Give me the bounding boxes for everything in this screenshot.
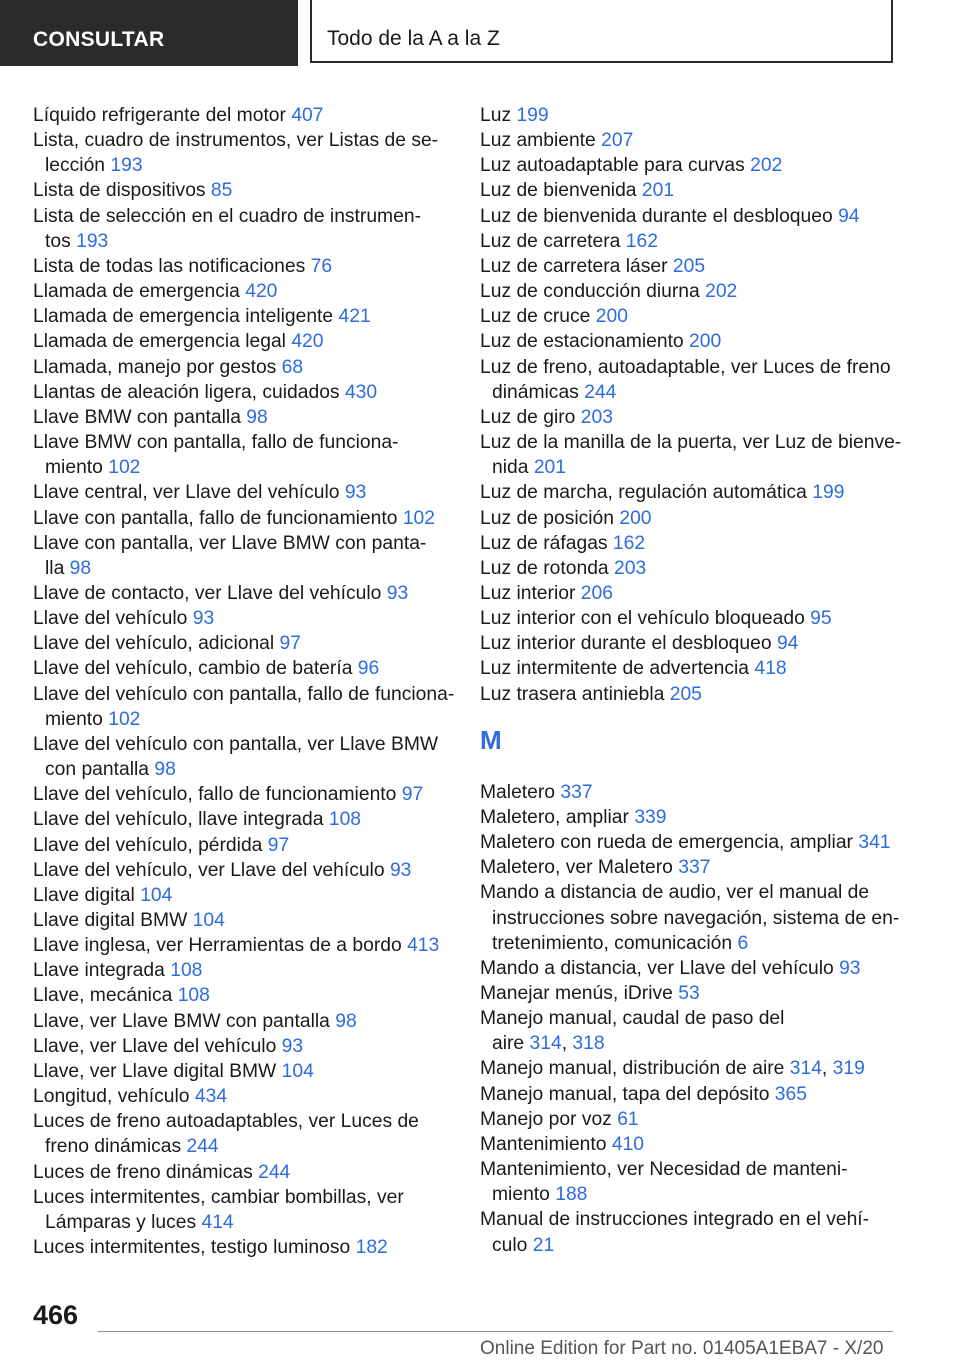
page-link[interactable]: 104 <box>192 910 225 931</box>
index-entry <box>33 128 453 178</box>
entry-term-continuation: freno dinámicas <box>45 1136 182 1158</box>
index-column-left <box>33 103 453 1260</box>
entry-term: Manejar menús, iDrive <box>480 983 673 1004</box>
index-entry <box>33 732 453 782</box>
index-entry <box>480 430 920 480</box>
page-link[interactable]: 200 <box>619 507 652 529</box>
page-link[interactable]: 337 <box>678 857 711 879</box>
entry-term: Llave, ver Llave del vehículo <box>33 1035 277 1057</box>
index-entry <box>480 405 920 430</box>
index-entry <box>33 1034 453 1059</box>
index-entry <box>480 480 920 505</box>
entry-term: Llamada de emergencia <box>33 281 240 303</box>
page-link[interactable]: 410 <box>611 1133 644 1155</box>
index-entry <box>33 858 453 883</box>
page-link[interactable]: 206 <box>580 582 613 604</box>
page-link[interactable]: 97 <box>401 784 424 806</box>
entry-term-continuation: miento <box>45 708 103 730</box>
entry-term: Mando a distancia, ver Llave del vehículo <box>480 957 834 979</box>
entry-term: Luz de la manilla de la puerta, ver Luz de bienve- <box>480 432 902 454</box>
index-entry <box>480 1132 920 1157</box>
page-link[interactable]: 93 <box>386 582 409 604</box>
index-entry <box>480 830 920 855</box>
page-link[interactable]: 104 <box>281 1060 314 1082</box>
page-link[interactable]: 102 <box>402 507 435 529</box>
index-group-m <box>480 780 920 1258</box>
page-link[interactable]: 207 <box>601 130 634 152</box>
entry-term: Luz ambiente <box>480 130 596 152</box>
entry-term: Líquido refrigerante del motor <box>33 105 286 126</box>
page-link[interactable]: 108 <box>170 960 203 982</box>
index-entry <box>480 128 920 153</box>
page-link[interactable]: 108 <box>177 985 210 1007</box>
page-link[interactable]: 98 <box>335 1010 357 1032</box>
entry-term-continuation: tretenimiento, comunicación <box>492 932 733 954</box>
entry-term-continuation: lección <box>45 155 106 177</box>
index-entry <box>33 506 453 531</box>
index-entry <box>33 380 453 405</box>
entry-term: Luz interior <box>480 582 576 604</box>
page-link[interactable]: 341 <box>858 832 891 854</box>
index-entry <box>33 304 453 329</box>
entry-term: Luz de cruce <box>480 306 591 328</box>
index-entry <box>480 656 920 681</box>
page-link[interactable]: 202 <box>750 155 783 177</box>
entry-term: Luz intermitente de advertencia <box>480 658 750 680</box>
index-entry <box>33 531 453 581</box>
page-separator: , <box>821 1058 828 1080</box>
index-entry <box>480 531 920 556</box>
entry-term: Luz trasera antiniebla <box>480 683 665 705</box>
index-entry <box>33 933 453 958</box>
entry-term: Llave del vehículo, adicional <box>33 633 275 655</box>
page-number: 466 <box>33 1300 79 1330</box>
entry-term: Llave inglesa, ver Herramientas de a bordo <box>33 935 402 957</box>
entry-term: Llave digital <box>33 884 135 906</box>
chapter-title: Todo de la A a la Z <box>327 27 500 50</box>
index-entry <box>480 1006 920 1056</box>
index-entry <box>480 204 920 229</box>
entry-term: Luz interior durante el desbloqueo <box>480 633 772 655</box>
page-link[interactable]: 319 <box>832 1058 865 1080</box>
index-group-l <box>480 103 920 707</box>
index-entry <box>480 556 920 581</box>
chapter-tab <box>310 0 893 63</box>
entry-term: Llave BMW con pantalla <box>33 406 241 428</box>
entry-term: Maletero, ver Maletero <box>480 857 673 879</box>
page-link[interactable]: 94 <box>838 205 860 227</box>
index-entry <box>33 1009 453 1034</box>
index-entry <box>33 1235 453 1260</box>
entry-term: Llave del vehículo, pérdida <box>33 834 263 856</box>
page-link[interactable]: 418 <box>754 658 787 680</box>
page-link[interactable]: 6 <box>737 932 749 954</box>
index-entry <box>33 204 453 254</box>
entry-term: Luz de rotonda <box>480 557 609 579</box>
index-entry <box>33 631 453 656</box>
entry-term: Manejo por voz <box>480 1108 612 1130</box>
index-entry <box>480 153 920 178</box>
page-link[interactable]: 96 <box>357 658 380 680</box>
entry-term-continuation: aire <box>492 1033 525 1055</box>
index-entry <box>33 329 453 354</box>
index-entry <box>480 880 920 955</box>
page-link[interactable]: 21 <box>532 1234 555 1256</box>
entry-term-continuation: con pantalla <box>45 759 149 781</box>
entry-term: Llave del vehículo con pantalla, ver Llave BMW <box>33 733 439 755</box>
index-entry <box>480 855 920 880</box>
index-entry <box>480 178 920 203</box>
entry-term: Llave de contacto, ver Llave del vehículo <box>33 582 382 604</box>
entry-term: Luces intermitentes, cambiar bombillas, ver <box>33 1186 404 1208</box>
index-entry <box>480 581 920 606</box>
entry-term: Luz de posición <box>480 507 614 529</box>
entry-term: Llave integrada <box>33 960 165 982</box>
index-entry <box>33 355 453 380</box>
entry-term: Luz de bienvenida durante el desbloqueo <box>480 205 833 227</box>
page-link[interactable]: 244 <box>258 1161 291 1183</box>
index-entry <box>33 405 453 430</box>
entry-term: Llamada de emergencia inteligente <box>33 306 334 328</box>
index-entry <box>33 833 453 858</box>
page-link[interactable]: 201 <box>533 457 566 479</box>
entry-term: Luces de freno autoadaptables, ver Luces de <box>33 1111 419 1133</box>
index-entry <box>33 606 453 631</box>
entry-term: Mando a distancia de audio, ver el manual de <box>480 882 870 904</box>
entry-term-continuation: miento <box>45 457 103 479</box>
index-entry <box>480 1082 920 1107</box>
index-entry <box>480 1207 920 1257</box>
page-header <box>0 0 960 66</box>
entry-term-continuation: dinámicas <box>492 381 579 403</box>
page-link[interactable]: 76 <box>310 255 333 277</box>
index-entry <box>33 430 453 480</box>
entry-term: Llave, mecánica <box>33 985 173 1007</box>
page-link[interactable]: 314 <box>529 1033 562 1055</box>
index-entry <box>33 1084 453 1109</box>
page-link[interactable]: 98 <box>154 759 176 781</box>
index-entry <box>33 656 453 681</box>
entry-term: Lista de dispositivos <box>33 180 206 202</box>
index-entry <box>480 1107 920 1132</box>
entry-term: Luces intermitentes, testigo luminoso <box>33 1237 351 1259</box>
entry-term: Llave, ver Llave BMW con pantalla <box>33 1010 330 1032</box>
entry-term: Llave del vehículo, fallo de funcionamiento <box>33 784 397 806</box>
section-tab <box>0 0 298 66</box>
index-entry <box>480 254 920 279</box>
entry-term: Luz de marcha, regulación automática <box>480 482 807 504</box>
entry-term: Luz de carretera láser <box>480 255 668 277</box>
page-link[interactable]: 339 <box>634 806 667 828</box>
page-link[interactable]: 108 <box>328 809 362 831</box>
page-link[interactable]: 201 <box>641 180 675 202</box>
entry-term-continuation: instrucciones sobre navegación, sistema de en- <box>492 907 900 929</box>
entry-term: Mantenimiento, ver Necesidad de manteni- <box>480 1159 848 1181</box>
entry-term: Llamada de emergencia legal <box>33 331 286 353</box>
index-entry <box>480 506 920 531</box>
index-entry <box>480 355 920 405</box>
index-entry <box>33 1185 453 1235</box>
entry-term: Llantas de aleación ligera, cuidados <box>33 381 340 403</box>
page-link[interactable]: 193 <box>110 155 143 177</box>
page-link[interactable]: 420 <box>245 281 278 303</box>
entry-term: Lista de todas las notificaciones <box>33 255 306 277</box>
page-link[interactable]: 314 <box>789 1058 822 1080</box>
entry-term: Luz de bienvenida <box>480 180 637 202</box>
page-link[interactable]: 98 <box>69 557 92 579</box>
page-link[interactable]: 104 <box>140 884 173 906</box>
entry-term: Llave con pantalla, fallo de funcionamiento <box>33 507 398 529</box>
page-link[interactable]: 98 <box>246 406 268 428</box>
index-entry <box>33 581 453 606</box>
index-entry <box>480 631 920 656</box>
page-link[interactable]: 199 <box>516 105 549 126</box>
index-entry <box>480 606 920 631</box>
page-link[interactable]: 53 <box>678 983 700 1004</box>
page-link[interactable]: 94 <box>776 633 799 655</box>
entry-term: Luz de freno, autoadaptable, ver Luces de freno <box>480 356 891 378</box>
index-entry <box>33 279 453 304</box>
index-entry <box>480 1056 920 1081</box>
page-link[interactable]: 202 <box>705 281 738 303</box>
index-entry <box>480 805 920 830</box>
index-entry <box>480 981 920 1006</box>
page-link[interactable]: 61 <box>617 1108 639 1130</box>
entry-term: Luz de estacionamiento <box>480 331 684 353</box>
page-link[interactable]: 97 <box>267 834 290 856</box>
entry-term: Luz <box>480 105 512 126</box>
page-link[interactable]: 205 <box>669 683 702 705</box>
index-entry <box>33 103 453 128</box>
entry-term: Llave del vehículo, llave integrada <box>33 809 324 831</box>
index-entry <box>33 682 453 732</box>
entry-term: Longitud, vehículo <box>33 1086 190 1108</box>
section-label: CONSULTAR <box>33 28 165 51</box>
page-link[interactable]: 102 <box>108 708 141 730</box>
page-link[interactable]: 430 <box>344 381 378 403</box>
index-entry <box>480 103 920 128</box>
index-entry <box>33 1059 453 1084</box>
index-entry <box>33 254 453 279</box>
page-link[interactable]: 414 <box>201 1211 234 1233</box>
index-entry <box>33 983 453 1008</box>
entry-term: Luz autoadaptable para curvas <box>480 155 745 177</box>
entry-term: Llave del vehículo, ver Llave del vehículo <box>33 859 385 881</box>
index-entry <box>33 908 453 933</box>
entry-term-continuation: nida <box>492 457 529 479</box>
page-link[interactable]: 95 <box>810 608 832 630</box>
page-link[interactable]: 93 <box>839 957 861 979</box>
entry-term-continuation: miento <box>492 1184 550 1206</box>
page-link[interactable]: 244 <box>186 1136 219 1158</box>
entry-term: Luz de carretera <box>480 230 621 252</box>
footer-divider <box>98 1331 893 1332</box>
page-link[interactable]: 318 <box>572 1033 605 1055</box>
page-link[interactable]: 365 <box>774 1083 807 1105</box>
index-entry <box>480 329 920 354</box>
index-entry <box>33 480 453 505</box>
index-entry <box>480 279 920 304</box>
page-link[interactable]: 93 <box>389 859 412 881</box>
section-letter-heading: M <box>480 724 502 755</box>
page-link[interactable]: 203 <box>614 557 647 579</box>
index-entry <box>480 1157 920 1207</box>
index-entry <box>480 682 920 707</box>
index-entry <box>480 780 920 805</box>
entry-term: Llave del vehículo con pantalla, fallo de funciona- <box>33 683 455 705</box>
entry-term: Llave del vehículo <box>33 608 188 630</box>
page-link[interactable]: 199 <box>812 482 845 504</box>
entry-term: Llave BMW con pantalla, fallo de funciona- <box>33 432 399 454</box>
entry-term: Maletero con rueda de emergencia, ampliar <box>480 832 853 854</box>
page-link[interactable]: 162 <box>612 532 646 554</box>
entry-term: Manual de instrucciones integrado en el vehí- <box>480 1209 870 1231</box>
page-link[interactable]: 102 <box>108 457 141 479</box>
entry-term: Llamada, manejo por gestos <box>33 356 277 378</box>
page-link[interactable]: 188 <box>555 1184 588 1206</box>
entry-term: Mantenimiento <box>480 1133 607 1155</box>
entry-term: Manejo manual, tapa del depósito <box>480 1083 770 1105</box>
entry-term: Luz interior con el vehículo bloqueado <box>480 608 805 630</box>
entry-term-continuation: tos <box>45 230 71 252</box>
entry-term: Maletero, ampliar <box>480 806 629 828</box>
page-separator: , <box>561 1033 568 1055</box>
page-link[interactable]: 205 <box>672 255 706 277</box>
page-link[interactable]: 93 <box>344 482 367 504</box>
page-link[interactable]: 434 <box>194 1086 228 1108</box>
entry-term-continuation: lla <box>45 557 65 579</box>
page-link[interactable]: 93 <box>281 1035 304 1057</box>
entry-term: Maletero <box>480 781 556 803</box>
page-link[interactable]: 193 <box>76 230 109 252</box>
page-link[interactable]: 407 <box>291 105 324 126</box>
page-link[interactable]: 413 <box>407 935 440 957</box>
entry-term: Llave digital BMW <box>33 910 188 931</box>
page-link[interactable]: 182 <box>355 1237 388 1259</box>
edition-footer: Online Edition for Part no. 01405A1EBA7 - X/20 <box>480 1338 884 1359</box>
index-entry <box>33 1109 453 1159</box>
page-link[interactable]: 200 <box>689 331 722 353</box>
entry-term: Llave del vehículo, cambio de batería <box>33 658 353 680</box>
page-link[interactable]: 421 <box>338 306 371 328</box>
page-link[interactable]: 93 <box>192 608 215 630</box>
entry-term: Llave central, ver Llave del vehículo <box>33 482 340 504</box>
page-link[interactable]: 420 <box>291 331 324 353</box>
entry-term: Llave, ver Llave digital BMW <box>33 1060 277 1082</box>
page-link[interactable]: 203 <box>580 406 613 428</box>
entry-term-continuation: Lámparas y luces <box>45 1211 197 1233</box>
index-entry <box>33 883 453 908</box>
index-entry <box>480 229 920 254</box>
page-link[interactable]: 97 <box>279 633 301 655</box>
entry-term: Manejo manual, distribución de aire <box>480 1058 785 1080</box>
page-link[interactable]: 244 <box>584 381 617 403</box>
entry-term-continuation: culo <box>492 1234 528 1256</box>
index-entry <box>33 178 453 203</box>
index-entry <box>480 304 920 329</box>
index-entry <box>33 1160 453 1185</box>
entry-term: Llave con pantalla, ver Llave BMW con panta- <box>33 532 427 554</box>
entry-term: Lista de selección en el cuadro de instrumen- <box>33 205 421 227</box>
entry-term: Lista, cuadro de instrumentos, ver Listas de se- <box>33 130 439 152</box>
index-entry <box>33 807 453 832</box>
index-entry <box>480 956 920 981</box>
entry-term: Luces de freno dinámicas <box>33 1161 253 1183</box>
entry-term: Luz de giro <box>480 406 576 428</box>
page-link[interactable]: 85 <box>210 180 233 202</box>
page-link[interactable]: 337 <box>560 781 593 803</box>
index-entry <box>33 782 453 807</box>
page-link[interactable]: 162 <box>625 230 658 252</box>
index-column-right <box>480 103 920 1258</box>
entry-term: Luz de ráfagas <box>480 532 608 554</box>
entry-term: Manejo manual, caudal de paso del <box>480 1008 785 1030</box>
index-entry <box>33 958 453 983</box>
entry-term: Luz de conducción diurna <box>480 281 700 303</box>
page-link[interactable]: 68 <box>281 356 304 378</box>
page-link[interactable]: 200 <box>595 306 628 328</box>
